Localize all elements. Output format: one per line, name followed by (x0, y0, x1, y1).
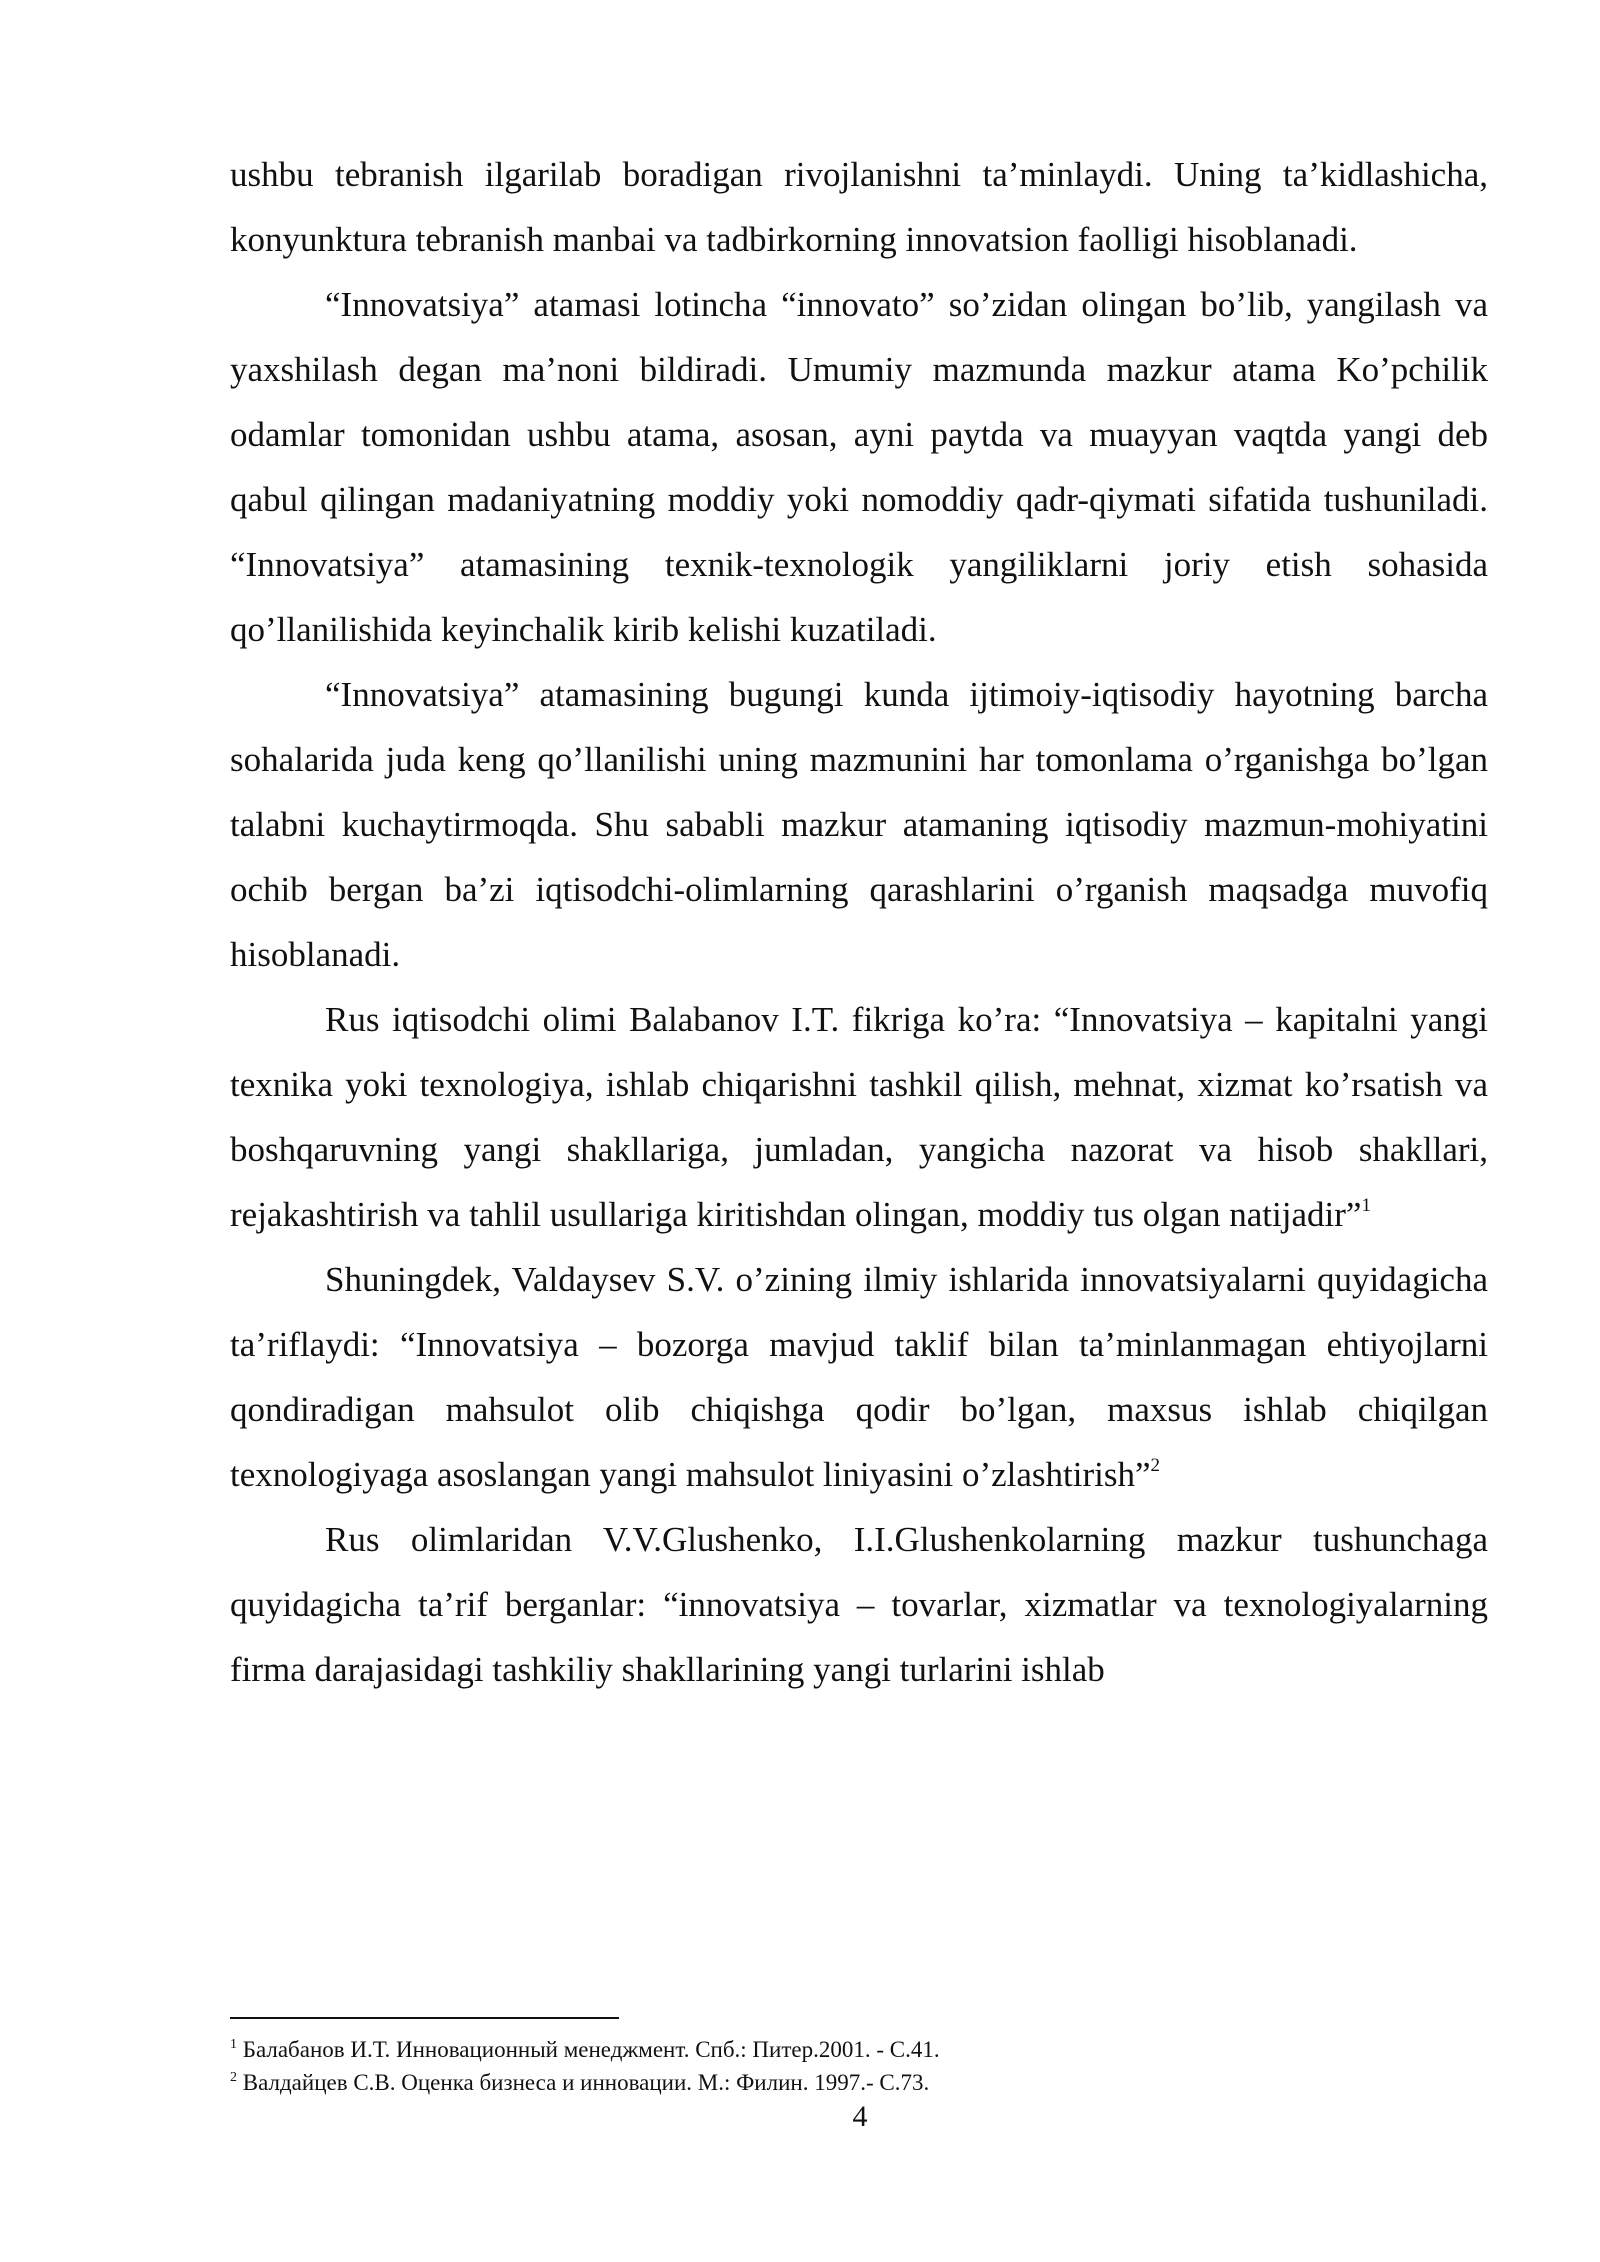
paragraph-text: “Innovatsiya” atamasi lotincha “innovato” so’zidan olingan bo’lib, yangilash va yaxshilash degan ma’noni bildiradi. Umumiy mazmunda mazkur atama Ko’pchilik odamlar tomonidan ushbu atama, asosan, ayni paytda va muayyan vaqtda yangi deb qabul qilingan madaniyatning moddiy yoki nomoddiy qadr-qiymati sifatida tushuniladi. “Innovatsiya” atamasining texnik-texnologik yangiliklarni joriy etish sohasida qo’llanilishida keyinchalik kirib kelishi kuzatiladi. (230, 285, 1488, 649)
footnote-separator (230, 2017, 619, 2019)
paragraph-text: ushbu tebranish ilgarilab boradigan rivojlanishni ta’minlaydi. Uning ta’kidlashicha, konyunktura tebranish manbai va tadbirkorning innovatsion faolligi hisoblanadi. (230, 155, 1488, 259)
footnote-mark: 2 (230, 2070, 237, 2085)
paragraph (230, 142, 1488, 272)
paragraph-text: Shuningdek, Valdaysev S.V. o’zining ilmiy ishlarida innovatsiyalarni quyidagicha ta’riflaydi: “Innovatsiya – bozorga mavjud taklif bilan ta’minlanmagan ehtiyojlarni qondiradigan mahsulot olib chiqishga qodir bo’lgan, maxsus ishlab chiqilgan texnologiyaga asoslangan yangi mahsulot liniyasini o’zlashtirish” (230, 1260, 1488, 1494)
paragraph (230, 1247, 1488, 1507)
footnotes (230, 2033, 1488, 2099)
body-text (230, 142, 1488, 1702)
paragraph (230, 272, 1488, 662)
paragraph (230, 987, 1488, 1247)
paragraph-text: Rus iqtisodchi olimi Balabanov I.T. fikriga ko’ra: “Innovatsiya – kapitalni yangi texnika yoki texnologiya, ishlab chiqarishni tashkil qilish, mehnat, xizmat ko’rsatish va boshqaruvning yangi shakllariga, jumladan, yangicha nazorat va hisob shakllari, rejakashtirish va tahlil usullariga kiritishdan olingan, moddiy tus olgan natijadir” (230, 1000, 1488, 1234)
footnote-reference[interactable]: 1 (1361, 1195, 1371, 1216)
footnote (230, 2066, 1488, 2099)
paragraph-text: “Innovatsiya” atamasining bugungi kunda ijtimoiy-iqtisodiy hayotning barcha sohalarida juda keng qo’llanilishi uning mazmunini har tomonlama o’rganishga bo’lgan talabni kuchaytirmoqda. Shu sababli mazkur atamaning iqtisodiy mazmun-mohiyatini ochib bergan ba’zi iqtisodchi-olimlarning qarashlarini o’rganish maqsadga muvofiq hisoblanadi. (230, 675, 1488, 974)
footnote (230, 2033, 1488, 2066)
paragraph-text: Rus olimlaridan V.V.Glushenko, I.I.Glushenkolarning mazkur tushunchaga quyidagicha ta’rif berganlar: “innovatsiya – tovarlar, xizmatlar va texnologiyalarning firma darajasidagi tashkiliy shakllarining yangi turlarini ishlab (230, 1520, 1488, 1689)
footnote-text: Балабанов И.Т. Инновационный менеджмент. Спб.: Питер.2001. - С.41. (242, 2037, 940, 2062)
footnote-reference[interactable]: 2 (1150, 1455, 1161, 1476)
paragraph (230, 1507, 1488, 1702)
paragraph (230, 662, 1488, 987)
footnote-mark: 1 (230, 2037, 237, 2052)
page-number: 4 (852, 2100, 868, 2133)
footnote-text: Валдайцев С.В. Оценка бизнеса и инновации. М.: Филин. 1997.- С.73. (242, 2070, 930, 2095)
